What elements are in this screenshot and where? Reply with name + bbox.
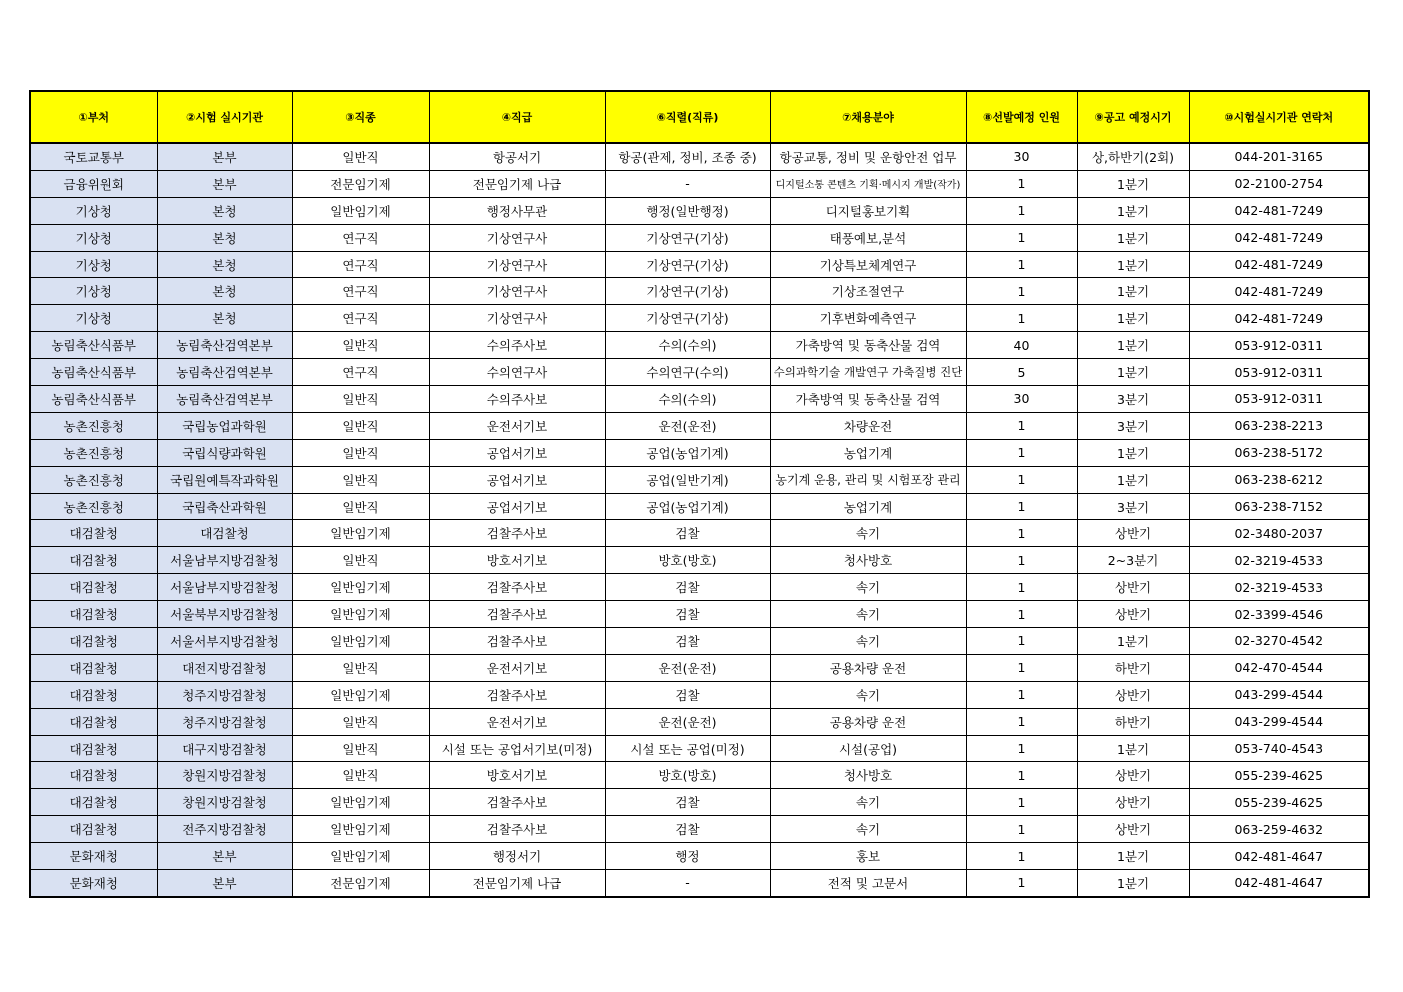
ministry-cell: 기상청: [30, 305, 157, 332]
ministry-cell: 대검찰청: [30, 574, 157, 601]
recruit-field-cell: 기상특보체계연구: [770, 251, 966, 278]
exam-agency-cell: 대검찰청: [157, 520, 292, 547]
contact-cell: 053-740-4543: [1189, 735, 1369, 762]
recruit-field-cell: 가축방역 및 동축산물 검역: [770, 332, 966, 359]
announce-timing-cell: 1분기: [1077, 735, 1189, 762]
job-grade-cell: 검찰주사보: [429, 816, 605, 843]
job-type-cell: 일반직: [292, 708, 429, 735]
exam-agency-cell: 국립축산과학원: [157, 493, 292, 520]
job-type-cell: 연구직: [292, 224, 429, 251]
job-series-cell: 공업(농업기계): [605, 493, 770, 520]
job-grade-cell: 기상연구사: [429, 305, 605, 332]
job-series-cell: 행정: [605, 843, 770, 870]
announce-timing-cell: 3분기: [1077, 412, 1189, 439]
job-type-cell: 연구직: [292, 278, 429, 305]
recruit-field-cell: 속기: [770, 520, 966, 547]
job-grade-cell: 방호서기보: [429, 762, 605, 789]
recruit-field-cell: 디지털홍보기획: [770, 197, 966, 224]
job-type-cell: 일반직: [292, 412, 429, 439]
job-series-cell: 행정(일반행정): [605, 197, 770, 224]
announce-timing-cell: 상반기: [1077, 574, 1189, 601]
exam-agency-cell: 본청: [157, 278, 292, 305]
ministry-cell: 대검찰청: [30, 816, 157, 843]
job-series-cell: 기상연구(기상): [605, 224, 770, 251]
ministry-cell: 대검찰청: [30, 628, 157, 655]
announce-timing-cell: 1분기: [1077, 466, 1189, 493]
job-type-cell: 일반임기제: [292, 628, 429, 655]
job-series-cell: 수의(수의): [605, 386, 770, 413]
exam-agency-cell: 농림축산검역본부: [157, 359, 292, 386]
exam-agency-cell: 대구지방검찰청: [157, 735, 292, 762]
headcount-cell: 1: [966, 843, 1077, 870]
job-series-cell: 운전(운전): [605, 654, 770, 681]
table-row: [30, 789, 1369, 816]
ministry-cell: 금융위원회: [30, 170, 157, 197]
header-row: [30, 91, 1369, 143]
ministry-cell: 기상청: [30, 278, 157, 305]
table-row: [30, 412, 1369, 439]
ministry-cell: 대검찰청: [30, 601, 157, 628]
table-row: [30, 197, 1369, 224]
table-row: [30, 386, 1369, 413]
recruit-field-cell: 홍보: [770, 843, 966, 870]
job-type-cell: 일반임기제: [292, 681, 429, 708]
ministry-cell: 대검찰청: [30, 735, 157, 762]
announce-timing-cell: 1분기: [1077, 439, 1189, 466]
announce-timing-cell: 상반기: [1077, 681, 1189, 708]
job-series-cell: 기상연구(기상): [605, 305, 770, 332]
table-row: [30, 816, 1369, 843]
headcount-cell: 1: [966, 628, 1077, 655]
recruit-field-cell: 수의과학기술 개발연구 가축질병 진단: [770, 359, 966, 386]
ministry-cell: 기상청: [30, 224, 157, 251]
job-grade-cell: 공업서기보: [429, 493, 605, 520]
contact-cell: 043-299-4544: [1189, 681, 1369, 708]
headcount-cell: 40: [966, 332, 1077, 359]
job-grade-cell: 수의연구사: [429, 359, 605, 386]
recruit-field-cell: 청사방호: [770, 762, 966, 789]
headcount-cell: 1: [966, 520, 1077, 547]
job-series-cell: 검찰: [605, 681, 770, 708]
contact-cell: 055-239-4625: [1189, 789, 1369, 816]
table-row: [30, 574, 1369, 601]
contact-cell: 053-912-0311: [1189, 359, 1369, 386]
job-grade-cell: 운전서기보: [429, 412, 605, 439]
exam-agency-cell: 창원지방검찰청: [157, 789, 292, 816]
recruit-field-cell: 농업기계: [770, 439, 966, 466]
ministry-cell: 농림축산식품부: [30, 386, 157, 413]
job-grade-cell: 항공서기: [429, 143, 605, 170]
ministry-cell: 대검찰청: [30, 654, 157, 681]
contact-cell: 042-481-4647: [1189, 870, 1369, 897]
ministry-cell: 기상청: [30, 251, 157, 278]
announce-timing-cell: 1분기: [1077, 197, 1189, 224]
recruit-field-cell: 농업기계: [770, 493, 966, 520]
header-ministry: ①부처: [30, 91, 157, 143]
headcount-cell: 1: [966, 224, 1077, 251]
table-row: [30, 762, 1369, 789]
job-type-cell: 일반직: [292, 547, 429, 574]
job-grade-cell: 수의주사보: [429, 332, 605, 359]
header-planned-headcount: ⑧선발예정 인원: [966, 91, 1077, 143]
job-type-cell: 일반직: [292, 493, 429, 520]
announce-timing-cell: 상반기: [1077, 816, 1189, 843]
announce-timing-cell: 1분기: [1077, 843, 1189, 870]
recruit-field-cell: 농기계 운용, 관리 및 시험포장 관리: [770, 466, 966, 493]
announce-timing-cell: 2~3분기: [1077, 547, 1189, 574]
job-series-cell: 운전(운전): [605, 412, 770, 439]
announce-timing-cell: 1분기: [1077, 278, 1189, 305]
announce-timing-cell: 1분기: [1077, 305, 1189, 332]
announce-timing-cell: 1분기: [1077, 870, 1189, 897]
headcount-cell: 1: [966, 251, 1077, 278]
job-type-cell: 전문임기제: [292, 870, 429, 897]
headcount-cell: 1: [966, 762, 1077, 789]
contact-cell: 02-3480-2037: [1189, 520, 1369, 547]
recruit-field-cell: 기후변화예측연구: [770, 305, 966, 332]
recruit-field-cell: 태풍예보,분석: [770, 224, 966, 251]
exam-agency-cell: 국립식량과학원: [157, 439, 292, 466]
contact-cell: 042-481-7249: [1189, 197, 1369, 224]
job-type-cell: 일반임기제: [292, 574, 429, 601]
job-series-cell: -: [605, 870, 770, 897]
recruit-field-cell: 시설(공업): [770, 735, 966, 762]
job-type-cell: 일반임기제: [292, 197, 429, 224]
job-type-cell: 연구직: [292, 251, 429, 278]
recruit-field-cell: 가축방역 및 동축산물 검역: [770, 386, 966, 413]
ministry-cell: 대검찰청: [30, 520, 157, 547]
announce-timing-cell: 상반기: [1077, 520, 1189, 547]
contact-cell: 044-201-3165: [1189, 143, 1369, 170]
table-row: [30, 628, 1369, 655]
job-series-cell: 운전(운전): [605, 708, 770, 735]
headcount-cell: 30: [966, 143, 1077, 170]
headcount-cell: 1: [966, 574, 1077, 601]
contact-cell: 063-238-6212: [1189, 466, 1369, 493]
ministry-cell: 농림축산식품부: [30, 332, 157, 359]
headcount-cell: 1: [966, 197, 1077, 224]
job-series-cell: 공업(농업기계): [605, 439, 770, 466]
headcount-cell: 1: [966, 278, 1077, 305]
job-grade-cell: 운전서기보: [429, 708, 605, 735]
job-type-cell: 일반임기제: [292, 816, 429, 843]
table-row: [30, 466, 1369, 493]
job-type-cell: 일반직: [292, 332, 429, 359]
ministry-cell: 농촌진흥청: [30, 466, 157, 493]
contact-cell: 042-470-4544: [1189, 654, 1369, 681]
job-series-cell: 방호(방호): [605, 547, 770, 574]
job-grade-cell: 전문임기제 나급: [429, 170, 605, 197]
job-type-cell: 일반직: [292, 466, 429, 493]
ministry-cell: 대검찰청: [30, 789, 157, 816]
headcount-cell: 5: [966, 359, 1077, 386]
announce-timing-cell: 1분기: [1077, 359, 1189, 386]
job-type-cell: 일반직: [292, 735, 429, 762]
job-series-cell: 검찰: [605, 816, 770, 843]
job-type-cell: 일반임기제: [292, 843, 429, 870]
job-grade-cell: 기상연구사: [429, 278, 605, 305]
headcount-cell: 1: [966, 493, 1077, 520]
recruit-field-cell: 속기: [770, 574, 966, 601]
recruit-field-cell: 속기: [770, 628, 966, 655]
table-row: [30, 547, 1369, 574]
announce-timing-cell: 상,하반기(2회): [1077, 143, 1189, 170]
recruit-field-cell: 항공교통, 정비 및 운항안전 업무: [770, 143, 966, 170]
job-grade-cell: 공업서기보: [429, 439, 605, 466]
contact-cell: 042-481-4647: [1189, 843, 1369, 870]
contact-cell: 063-259-4632: [1189, 816, 1369, 843]
announce-timing-cell: 1분기: [1077, 224, 1189, 251]
exam-agency-cell: 농림축산검역본부: [157, 386, 292, 413]
contact-cell: 055-239-4625: [1189, 762, 1369, 789]
ministry-cell: 국토교통부: [30, 143, 157, 170]
header-recruit-field: ⑦채용분야: [770, 91, 966, 143]
contact-cell: 063-238-2213: [1189, 412, 1369, 439]
job-type-cell: 일반직: [292, 654, 429, 681]
contact-cell: 042-481-7249: [1189, 278, 1369, 305]
job-series-cell: 방호(방호): [605, 762, 770, 789]
job-grade-cell: 검찰주사보: [429, 789, 605, 816]
table-row: [30, 170, 1369, 197]
ministry-cell: 대검찰청: [30, 708, 157, 735]
table-row: [30, 224, 1369, 251]
exam-agency-cell: 본부: [157, 143, 292, 170]
headcount-cell: 1: [966, 412, 1077, 439]
job-grade-cell: 검찰주사보: [429, 628, 605, 655]
headcount-cell: 1: [966, 708, 1077, 735]
job-grade-cell: 행정서기: [429, 843, 605, 870]
job-series-cell: 기상연구(기상): [605, 251, 770, 278]
job-series-cell: 수의(수의): [605, 332, 770, 359]
table-row: [30, 143, 1369, 170]
job-type-cell: 일반직: [292, 439, 429, 466]
announce-timing-cell: 상반기: [1077, 601, 1189, 628]
exam-agency-cell: 본청: [157, 224, 292, 251]
recruitment-table: [29, 90, 1370, 898]
job-series-cell: 항공(관제, 정비, 조종 중): [605, 143, 770, 170]
exam-agency-cell: 대전지방검찰청: [157, 654, 292, 681]
contact-cell: 053-912-0311: [1189, 386, 1369, 413]
announce-timing-cell: 상반기: [1077, 789, 1189, 816]
table-row: [30, 493, 1369, 520]
header-job-series: ⑥직렬(직류): [605, 91, 770, 143]
header-job-type: ③직종: [292, 91, 429, 143]
contact-cell: 02-3219-4533: [1189, 574, 1369, 601]
ministry-cell: 대검찰청: [30, 681, 157, 708]
table-row: [30, 708, 1369, 735]
contact-cell: 053-912-0311: [1189, 332, 1369, 359]
exam-agency-cell: 국립원예특작과학원: [157, 466, 292, 493]
job-type-cell: 일반임기제: [292, 601, 429, 628]
ministry-cell: 농림축산식품부: [30, 359, 157, 386]
job-grade-cell: 기상연구사: [429, 224, 605, 251]
header-exam-agency: ②시험 실시기관: [157, 91, 292, 143]
contact-cell: 042-481-7249: [1189, 305, 1369, 332]
table-body: [30, 143, 1369, 897]
job-type-cell: 연구직: [292, 359, 429, 386]
recruit-field-cell: 속기: [770, 681, 966, 708]
table-row: [30, 601, 1369, 628]
recruit-field-cell: 전적 및 고문서: [770, 870, 966, 897]
headcount-cell: 1: [966, 654, 1077, 681]
contact-cell: 042-481-7249: [1189, 251, 1369, 278]
job-series-cell: -: [605, 170, 770, 197]
contact-cell: 063-238-7152: [1189, 493, 1369, 520]
ministry-cell: 농촌진흥청: [30, 439, 157, 466]
header-job-grade: ④직급: [429, 91, 605, 143]
announce-timing-cell: 3분기: [1077, 386, 1189, 413]
ministry-cell: 대검찰청: [30, 762, 157, 789]
job-grade-cell: 수의주사보: [429, 386, 605, 413]
headcount-cell: 1: [966, 735, 1077, 762]
table-row: [30, 520, 1369, 547]
headcount-cell: 1: [966, 601, 1077, 628]
job-series-cell: 검찰: [605, 601, 770, 628]
contact-cell: 02-3270-4542: [1189, 628, 1369, 655]
exam-agency-cell: 서울북부지방검찰청: [157, 601, 292, 628]
exam-agency-cell: 창원지방검찰청: [157, 762, 292, 789]
contact-cell: 042-481-7249: [1189, 224, 1369, 251]
contact-cell: 063-238-5172: [1189, 439, 1369, 466]
exam-agency-cell: 농림축산검역본부: [157, 332, 292, 359]
job-series-cell: 검찰: [605, 520, 770, 547]
job-grade-cell: 운전서기보: [429, 654, 605, 681]
job-type-cell: 일반임기제: [292, 520, 429, 547]
headcount-cell: 1: [966, 789, 1077, 816]
job-grade-cell: 기상연구사: [429, 251, 605, 278]
contact-cell: 043-299-4544: [1189, 708, 1369, 735]
exam-agency-cell: 청주지방검찰청: [157, 681, 292, 708]
recruit-field-cell: 차량운전: [770, 412, 966, 439]
headcount-cell: 1: [966, 547, 1077, 574]
table-row: [30, 359, 1369, 386]
headcount-cell: 1: [966, 681, 1077, 708]
table-row: [30, 843, 1369, 870]
job-series-cell: 검찰: [605, 628, 770, 655]
announce-timing-cell: 3분기: [1077, 493, 1189, 520]
job-series-cell: 검찰: [605, 574, 770, 601]
exam-agency-cell: 본청: [157, 251, 292, 278]
job-type-cell: 일반임기제: [292, 789, 429, 816]
headcount-cell: 1: [966, 305, 1077, 332]
recruit-field-cell: 디지털소통 콘텐츠 기획·메시지 개발(작가): [770, 170, 966, 197]
table-row: [30, 654, 1369, 681]
job-series-cell: 검찰: [605, 789, 770, 816]
exam-agency-cell: 전주지방검찰청: [157, 816, 292, 843]
ministry-cell: 문화재청: [30, 843, 157, 870]
job-series-cell: 시설 또는 공업(미정): [605, 735, 770, 762]
recruit-field-cell: 속기: [770, 601, 966, 628]
job-grade-cell: 공업서기보: [429, 466, 605, 493]
job-type-cell: 연구직: [292, 305, 429, 332]
headcount-cell: 30: [966, 386, 1077, 413]
job-grade-cell: 검찰주사보: [429, 601, 605, 628]
exam-agency-cell: 본청: [157, 197, 292, 224]
job-grade-cell: 검찰주사보: [429, 681, 605, 708]
header-announce-timing: ⑨공고 예정시기: [1077, 91, 1189, 143]
announce-timing-cell: 1분기: [1077, 170, 1189, 197]
job-grade-cell: 행정사무관: [429, 197, 605, 224]
announce-timing-cell: 상반기: [1077, 762, 1189, 789]
job-type-cell: 일반직: [292, 762, 429, 789]
job-grade-cell: 전문임기제 나급: [429, 870, 605, 897]
table-row: [30, 278, 1369, 305]
exam-agency-cell: 서울서부지방검찰청: [157, 628, 292, 655]
job-grade-cell: 검찰주사보: [429, 520, 605, 547]
ministry-cell: 농촌진흥청: [30, 493, 157, 520]
announce-timing-cell: 1분기: [1077, 628, 1189, 655]
job-grade-cell: 방호서기보: [429, 547, 605, 574]
exam-agency-cell: 본청: [157, 305, 292, 332]
exam-agency-cell: 국립농업과학원: [157, 412, 292, 439]
recruit-field-cell: 속기: [770, 816, 966, 843]
exam-agency-cell: 청주지방검찰청: [157, 708, 292, 735]
exam-agency-cell: 서울남부지방검찰청: [157, 574, 292, 601]
job-grade-cell: 검찰주사보: [429, 574, 605, 601]
exam-agency-cell: 본부: [157, 870, 292, 897]
recruit-field-cell: 공용차량 운전: [770, 708, 966, 735]
headcount-cell: 1: [966, 170, 1077, 197]
table-row: [30, 305, 1369, 332]
contact-cell: 02-3219-4533: [1189, 547, 1369, 574]
job-type-cell: 일반직: [292, 386, 429, 413]
job-grade-cell: 시설 또는 공업서기보(미정): [429, 735, 605, 762]
exam-agency-cell: 서울남부지방검찰청: [157, 547, 292, 574]
table-row: [30, 681, 1369, 708]
ministry-cell: 문화재청: [30, 870, 157, 897]
contact-cell: 02-2100-2754: [1189, 170, 1369, 197]
recruit-field-cell: 청사방호: [770, 547, 966, 574]
contact-cell: 02-3399-4546: [1189, 601, 1369, 628]
job-type-cell: 일반직: [292, 143, 429, 170]
recruit-field-cell: 공용차량 운전: [770, 654, 966, 681]
table-row: [30, 251, 1369, 278]
recruit-field-cell: 속기: [770, 789, 966, 816]
announce-timing-cell: 1분기: [1077, 251, 1189, 278]
headcount-cell: 1: [966, 439, 1077, 466]
table-row: [30, 735, 1369, 762]
headcount-cell: 1: [966, 816, 1077, 843]
headcount-cell: 1: [966, 870, 1077, 897]
recruit-field-cell: 기상조절연구: [770, 278, 966, 305]
ministry-cell: 대검찰청: [30, 547, 157, 574]
ministry-cell: 농촌진흥청: [30, 412, 157, 439]
announce-timing-cell: 하반기: [1077, 654, 1189, 681]
exam-agency-cell: 본부: [157, 170, 292, 197]
headcount-cell: 1: [966, 466, 1077, 493]
ministry-cell: 기상청: [30, 197, 157, 224]
table-row: [30, 332, 1369, 359]
announce-timing-cell: 하반기: [1077, 708, 1189, 735]
header-contact: ⑩시험실시기관 연락처: [1189, 91, 1369, 143]
table-row: [30, 870, 1369, 897]
job-type-cell: 전문임기제: [292, 170, 429, 197]
job-series-cell: 공업(일반기계): [605, 466, 770, 493]
job-series-cell: 수의연구(수의): [605, 359, 770, 386]
job-series-cell: 기상연구(기상): [605, 278, 770, 305]
table-row: [30, 439, 1369, 466]
announce-timing-cell: 1분기: [1077, 332, 1189, 359]
exam-agency-cell: 본부: [157, 843, 292, 870]
